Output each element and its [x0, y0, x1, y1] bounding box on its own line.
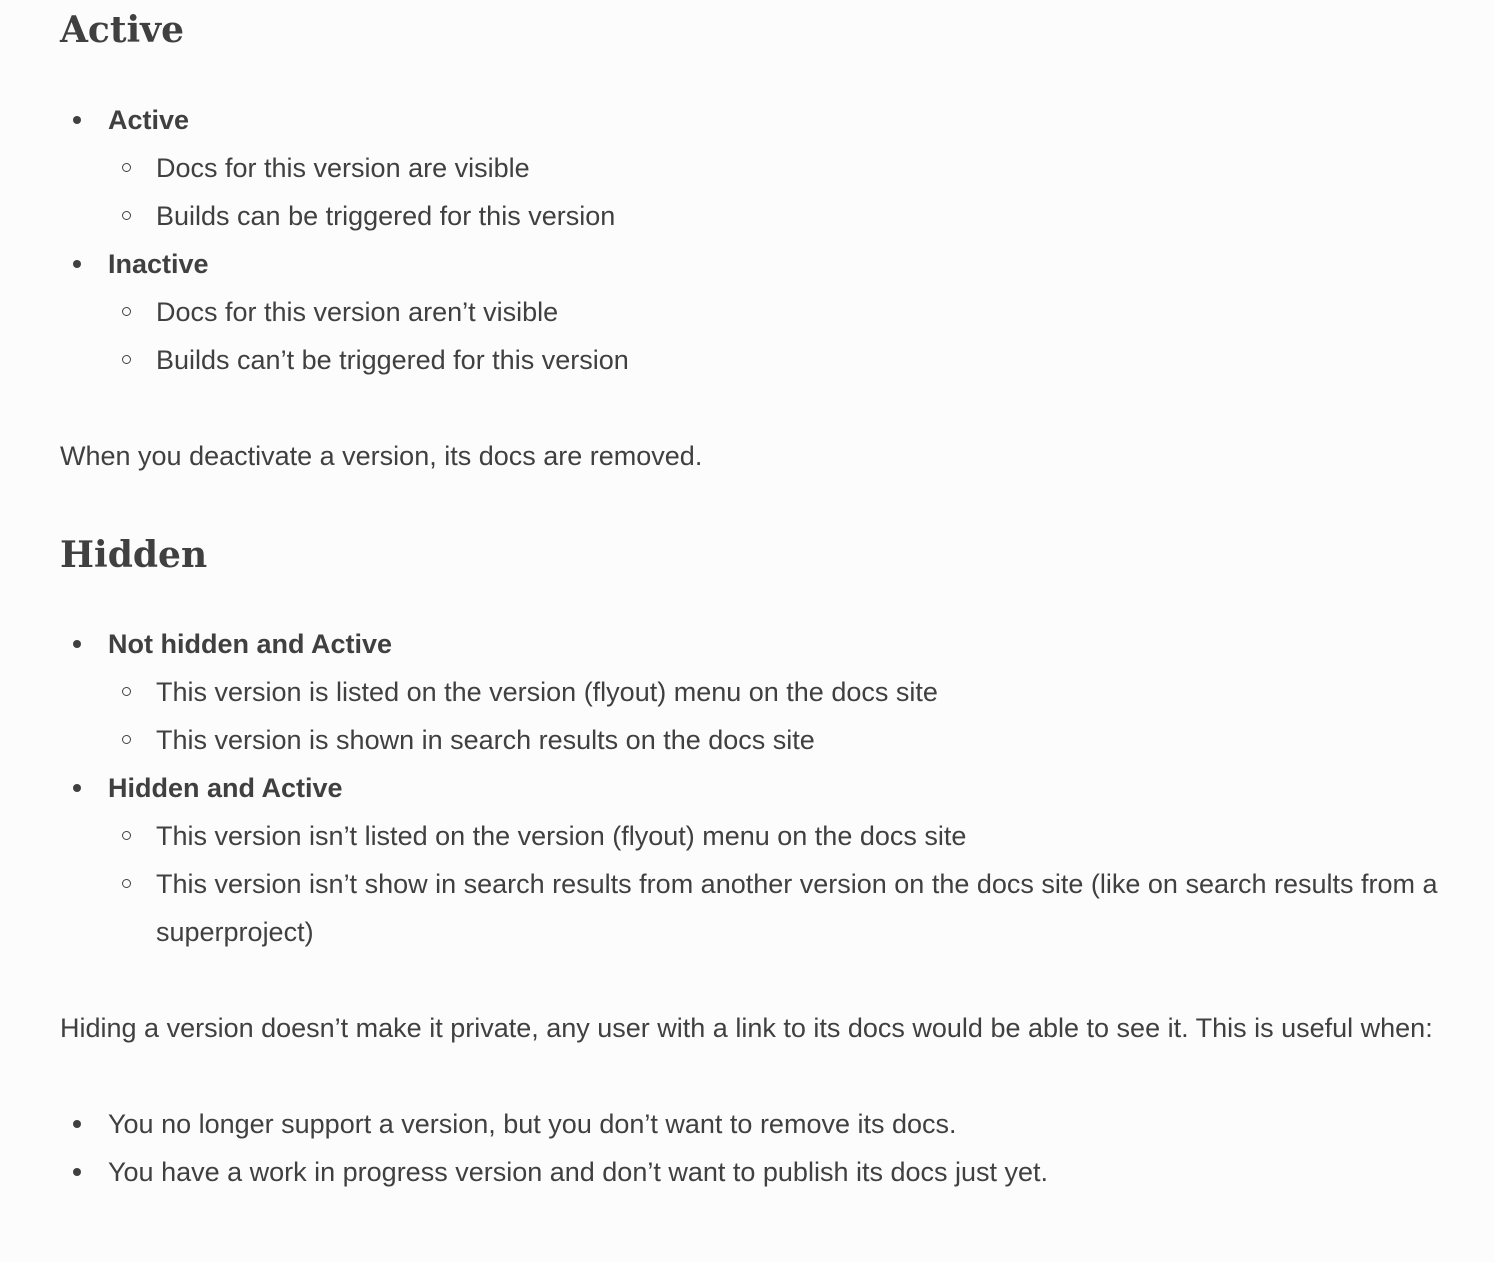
- state-label: Active: [108, 105, 190, 135]
- active-states-list: [60, 96, 1450, 384]
- list-item: This version is shown in search results on the docs site: [108, 716, 1450, 764]
- list-item: You no longer support a version, but you don’t want to remove its docs.: [60, 1100, 1450, 1148]
- hidden-states-list: [60, 620, 1450, 956]
- list-item: Docs for this version aren’t visible: [108, 288, 1450, 336]
- list-item: This version isn’t show in search results from another version on the docs site (like on search results from a superproject): [108, 860, 1450, 956]
- list-item: [60, 96, 1450, 240]
- state-label: Not hidden and Active: [108, 629, 393, 659]
- active-note: When you deactivate a version, its docs are removed.: [60, 441, 703, 471]
- list-item: [60, 620, 1450, 764]
- hidden-note: Hiding a version doesn’t make it private, any user with a link to its docs would be able to see it. This is useful when:: [60, 1013, 1433, 1043]
- list-item: This version is listed on the version (flyout) menu on the docs site: [108, 668, 1450, 716]
- list-item: [60, 240, 1450, 384]
- list-item: You have a work in progress version and don’t want to publish its docs just yet.: [60, 1148, 1450, 1196]
- hidden-uses-list: [60, 1100, 1450, 1196]
- list-item: Builds can’t be triggered for this version: [108, 336, 1450, 384]
- state-label: Hidden and Active: [108, 773, 343, 803]
- state-label: Inactive: [108, 249, 209, 279]
- heading-active: Active: [60, 9, 184, 51]
- heading-hidden: Hidden: [60, 534, 208, 576]
- list-item: [60, 764, 1450, 956]
- list-item: Docs for this version are visible: [108, 144, 1450, 192]
- list-item: This version isn’t listed on the version (flyout) menu on the docs site: [108, 812, 1450, 860]
- list-item: Builds can be triggered for this version: [108, 192, 1450, 240]
